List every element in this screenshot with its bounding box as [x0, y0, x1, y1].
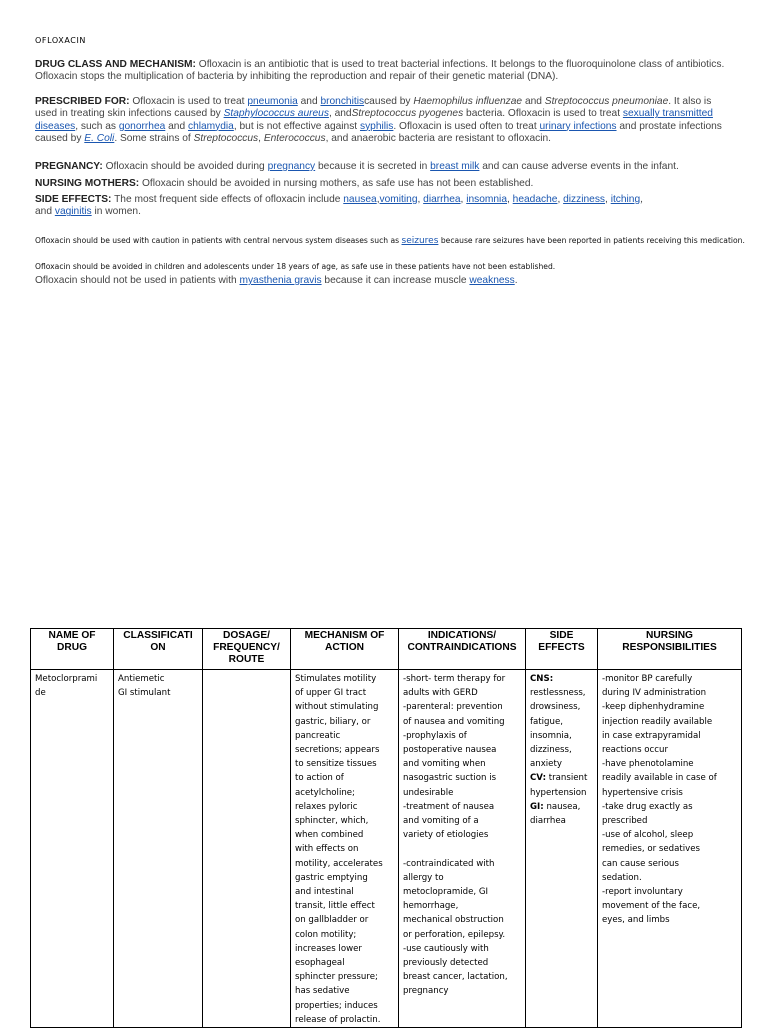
caution-text: Ofloxacin should be used with caution in patients with central nervous system diseases such as [35, 236, 400, 245]
myasthenia-text: Ofloxacin should not be used in patients with [35, 275, 237, 286]
children-paragraph: Ofloxacin should be avoided in children and adolescents under 18 years of age, as safe use in these patients have not been established. [35, 262, 556, 271]
weakness-link[interactable]: weakness [469, 275, 515, 286]
cell-line: Antiemetic [118, 674, 165, 684]
prescribed-text: caused by [364, 96, 411, 107]
cell-drug-name [31, 670, 114, 1028]
cell-line: previously detected [403, 958, 489, 969]
cell-line: fatigue, [530, 716, 563, 727]
cell-line: motility, accelerates [295, 858, 383, 869]
cell-line: can cause serious [602, 858, 679, 869]
nursing-mothers-label: NURSING MOTHERS: [35, 178, 140, 189]
cell-line: diarrhea [530, 816, 566, 827]
cell-line: -contraindicated with [403, 858, 495, 869]
pregnancy-paragraph [35, 161, 735, 173]
cell-nursing [598, 670, 742, 1028]
prescribed-text: , and [328, 108, 352, 120]
drug-class-paragraph [35, 59, 735, 84]
gi-effect: nausea, [546, 801, 581, 812]
nursing-mothers-text: Ofloxacin should be avoided in nursing mothers, as safe use has not been established. [141, 178, 534, 189]
vaginitis-link[interactable]: vaginitis [54, 206, 92, 218]
side-effects-label: SIDE EFFECTS: [35, 194, 112, 205]
pregnancy-text: because it is secreted in [318, 161, 428, 172]
cell-line: breast cancer, lactation, [403, 972, 508, 983]
cell-line: and vomiting of a [403, 816, 479, 827]
prescribed-text: . Some strains of [114, 132, 191, 144]
cell-line: increases lower [295, 943, 362, 954]
cell-line: -prophylaxis of [403, 730, 467, 741]
prescribed-text: . Ofloxacin is used often to treat [393, 120, 537, 132]
cell-line: de [35, 688, 46, 699]
gonorrhea-link[interactable]: gonorrhea [118, 120, 166, 132]
cell-line: sphincter pressure; [295, 972, 378, 983]
cell-dosage [203, 670, 291, 1028]
organism-name: Haemophilus influenzae [413, 96, 523, 107]
myasthenia-text: because it can increase muscle [324, 275, 467, 286]
cell-line: of nausea and vomiting [403, 716, 505, 727]
cell-line: properties; induces [295, 1000, 378, 1011]
itching-link[interactable]: itching [610, 194, 641, 205]
cell-line: -keep diphenhydramine [602, 702, 705, 713]
organism-name: Streptococcus pneumoniae [544, 96, 669, 107]
cell-line: sphincter, which, [295, 816, 369, 827]
cell-line: postoperative nausea [403, 745, 497, 756]
cell-line: undesirable [403, 787, 454, 798]
contraindications-list [403, 857, 523, 999]
header-indications: INDICATIONS/ CONTRAINDICATIONS [399, 629, 526, 670]
syphilis-link[interactable]: syphilis [359, 120, 394, 132]
cell-line: allergy to [403, 872, 444, 883]
side-effects-paragraph: SIDE EFFECTS: The most frequent side effects of ofloxacin include nausea,vomiting, diarrhea, insomnia, headache, dizziness, itching, and vaginitis in women. [35, 194, 643, 218]
pregnancy-label: PREGNANCY: [35, 161, 103, 172]
cell-line: GI stimulant [118, 688, 171, 699]
cell-mechanism [291, 670, 399, 1028]
cell-line: -treatment of nausea [403, 801, 495, 812]
side-effects-text: and [35, 206, 52, 218]
cell-line: of upper GI tract [295, 688, 367, 699]
prescribed-text: and prostate infections caused by [35, 120, 722, 144]
cell-line: during IV administration [602, 688, 707, 699]
cell-side-effects [526, 670, 598, 1028]
cell-line: or perforation, epilepsy. [403, 929, 506, 940]
diarrhea-link[interactable]: diarrhea [423, 194, 461, 205]
myasthenia-paragraph [35, 275, 518, 286]
pregnancy-link[interactable]: pregnancy [267, 161, 316, 172]
cell-line: -have phenotolamine [602, 759, 694, 770]
cell-classification [114, 670, 203, 1028]
gi-label: GI: [530, 801, 544, 812]
drug-class-text: Ofloxacin is an antibiotic that is used to treat bacterial infections. It belongs to the fluoroquinolone class of antibiotics. Ofloxacin stops the multiplication of bacteria by inhibiting the reproduction and repair of their genetic material (DNA). [35, 59, 725, 83]
cell-line: esophageal [295, 958, 345, 969]
prescribed-text: Ofloxacin is used to treat [132, 96, 245, 107]
drug-class-label: DRUG CLASS AND MECHANISM: [35, 59, 196, 70]
table-row [31, 670, 742, 1028]
cell-line: and vomiting when [403, 759, 486, 770]
cell-line: insomnia, [530, 730, 572, 741]
cell-line: hemorrhage, [403, 901, 459, 912]
cell-line: transit, little effect [295, 901, 375, 912]
cell-line: has sedative [295, 986, 350, 997]
cell-line: when combined [295, 830, 364, 841]
drug-table [30, 628, 742, 1028]
table-header-row [31, 629, 742, 670]
organism-name: Streptococcus [193, 132, 259, 144]
cell-line: hypertension [530, 787, 587, 798]
staphylococcus-link[interactable]: Staphylococcus aureus [223, 108, 329, 120]
header-mechanism: MECHANISM OF ACTION [291, 629, 399, 670]
urinary-infections-link[interactable]: urinary infections [539, 120, 617, 132]
prescribed-text: , but is not effective against [233, 120, 358, 132]
cell-line: -use of alcohol, sleep [602, 830, 694, 841]
cell-line: dizziness, [530, 745, 572, 756]
cv-effects [530, 786, 595, 800]
prescribed-paragraph [35, 96, 735, 145]
chlamydia-link[interactable]: chlamydia [187, 120, 234, 132]
cell-line: to action of [295, 773, 344, 784]
cv-label: CV: [530, 773, 547, 784]
document-title: OFLOXACIN [35, 36, 86, 45]
prescribed-text: and [524, 96, 542, 107]
cell-line: to sensitize tissues [295, 759, 377, 770]
prescribed-text: . It also is used in treating skin infections caused by [35, 96, 712, 120]
side-effects-text: in women. [94, 206, 141, 218]
cell-indications [399, 670, 526, 1028]
cell-line: -report involuntary [602, 887, 683, 898]
cell-line: metoclopramide, GI [403, 887, 489, 898]
myasthenia-gravis-link[interactable]: myasthenia gravis [239, 275, 322, 286]
pregnancy-text: and can cause adverse events in the infant. [482, 161, 679, 172]
cell-line: gastric emptying [295, 872, 368, 883]
cell-line: injection readily available [602, 716, 713, 727]
indications-list [403, 672, 523, 842]
cv-effect: transient [548, 773, 588, 784]
cell-line: and intestinal [295, 887, 354, 898]
myasthenia-text: . [514, 275, 518, 286]
prescribed-text: bacteria. Ofloxacin is used to treat [466, 108, 621, 120]
cell-line: in case extrapyramidal [602, 730, 701, 741]
cns-label: CNS: [530, 674, 554, 684]
cell-line: -take drug exactly as [602, 801, 693, 812]
header-side-effects: SIDE EFFECTS [526, 629, 598, 670]
cell-line: with effects on [295, 844, 359, 855]
cell-line: relaxes pyloric [295, 801, 358, 812]
caution-text: because rare seizures have been reported in patients receiving this medication. [440, 236, 745, 245]
insomnia-link[interactable]: insomnia [466, 194, 507, 205]
cell-line: acetylcholine; [295, 787, 355, 798]
cell-line: gastric, biliary, or [295, 716, 371, 727]
cell-line: pregnancy [403, 986, 449, 997]
dizziness-link[interactable]: dizziness [563, 194, 606, 205]
header-classification: CLASSIFICATI ON [114, 629, 203, 670]
cell-line: reactions occur [602, 745, 668, 756]
prescribed-text: , [258, 132, 261, 144]
pneumonia-link[interactable]: pneumonia [247, 96, 298, 107]
cell-line: movement of the face, [602, 901, 701, 912]
bronchitis-link[interactable]: bronchitis [320, 96, 365, 107]
prescribed-label: PRESCRIBED FOR: [35, 96, 130, 107]
cell-line: -use cautiously with [403, 943, 489, 954]
cell-line: -parenteral: prevention [403, 702, 503, 713]
headache-link[interactable]: headache [512, 194, 558, 205]
header-name-of-drug: NAME OF DRUG [31, 629, 114, 670]
prescribed-text: , such as [75, 120, 116, 132]
cell-line: remedies, or sedatives [602, 844, 700, 855]
cell-line: anxiety [530, 759, 562, 770]
prescribed-text: and [168, 120, 186, 132]
cell-line: readily available in case of [602, 773, 717, 784]
organism-name: Enterococcus [263, 132, 326, 144]
cell-line: adults with GERD [403, 688, 478, 699]
header-dosage: DOSAGE/ FREQUENCY/ ROUTE [203, 629, 291, 670]
cell-line: -monitor BP carefully [602, 674, 693, 684]
cell-line: prescribed [602, 816, 648, 827]
header-nursing: NURSING RESPONSIBILITIES [598, 629, 742, 670]
caution-paragraph [35, 235, 747, 248]
breast-milk-link[interactable]: breast milk [430, 161, 480, 172]
cell-line: colon motility; [295, 929, 357, 940]
cns-effects [530, 686, 595, 771]
cell-line: Metoclorprami [35, 674, 98, 684]
e-coli-link[interactable]: E. Coli [84, 132, 115, 144]
prescribed-text: and [300, 96, 318, 107]
cell-line: nasogastric suction is [403, 773, 497, 784]
organism-name: Streptococcus pyogenes [351, 108, 464, 120]
cell-line: drowsiness, [530, 702, 581, 713]
cell-line: hypertensive crisis [602, 787, 683, 798]
cell-line: secretions; appears [295, 745, 380, 756]
nursing-mothers-paragraph [35, 178, 735, 190]
cell-line: variety of etiologies [403, 830, 489, 841]
cell-line: release of prolactin. [295, 1014, 381, 1025]
gi-effects [530, 814, 595, 828]
cell-line: without stimulating [295, 702, 379, 713]
cell-line: eyes, and limbs [602, 915, 670, 926]
vomiting-link[interactable]: vomiting [379, 194, 418, 205]
pregnancy-text: Ofloxacin should be avoided during [105, 161, 265, 172]
cell-line: -short- term therapy for [403, 674, 506, 684]
cell-line: restlessness, [530, 688, 586, 699]
cell-line: sedation. [602, 872, 642, 883]
cell-line: Stimulates motility [295, 674, 377, 684]
prescribed-text: , and anaerobic bacteria are resistant to ofloxacin. [325, 132, 551, 144]
cell-line: pancreatic [295, 730, 341, 741]
nausea-link[interactable]: nausea [343, 194, 377, 205]
seizures-link[interactable]: seizures [401, 236, 439, 246]
cell-line: mechanical obstruction [403, 915, 504, 926]
side-effects-text: The most frequent side effects of ofloxacin include [114, 194, 341, 205]
std-link[interactable]: sexually transmitted diseases [35, 108, 713, 132]
cell-line: on gallbladder or [295, 915, 369, 926]
